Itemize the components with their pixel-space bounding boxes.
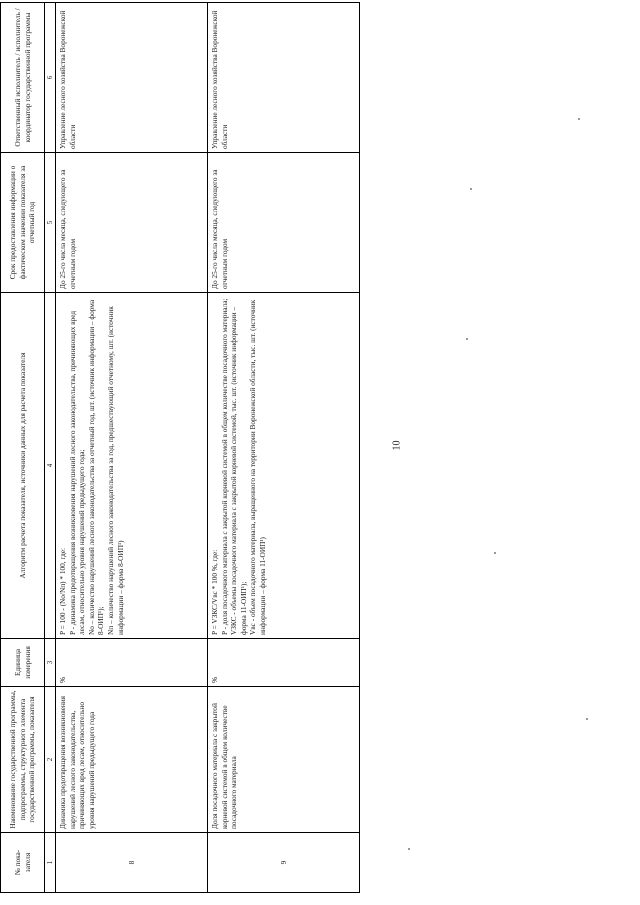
header-indicator-number: № пока- зателя — [1, 833, 45, 893]
row-name: Доля посадочного материала с закрытой корневой системой в общем количестве посадочного материала — [208, 687, 360, 833]
column-number: 4 — [45, 293, 56, 639]
algorithm-line: P - динамика предотвращения возникновения нарушений лесного законодательства, причиняющих вред лесам, относительно уровня нарушений предыдущего года; — [67, 310, 87, 635]
row-responsible: Управление лесного хозяйства Воронежской области — [56, 3, 208, 153]
header-deadline: Срок предоставления информации о фактическом значении показателя за отчетный год — [1, 153, 45, 293]
header-indicator-name: Наименование государственной программы, подпрограммы, структурного элемента государственной программы, показателя — [1, 687, 45, 833]
column-number: 1 — [45, 833, 56, 893]
page-number: 10 — [391, 440, 403, 451]
algorithm-line: No – количество нарушений лесного законодательства за отчетный год, шт. (источник информации – форма 8-ОИП¹); — [86, 299, 106, 635]
algorithm-line: Nп – количество нарушений лесного законодательства за год, предшествующий отчетному, шт. (источник информации – форма 8-ОИП¹) — [105, 306, 125, 635]
algorithm-line: VЗКС - объемы посадочного материала с закрытой корневой системой, тыс. шт. (источник информации – форма 11-ОИП¹); — [229, 306, 248, 635]
row-responsible: Управление лесного хозяйства Воронежской области — [208, 3, 360, 153]
row-algorithm — [208, 293, 360, 639]
scan-speck — [408, 848, 410, 850]
row-number: 8 — [56, 833, 208, 893]
indicators-table — [0, 2, 360, 893]
header-row — [1, 3, 45, 893]
scan-speck — [470, 188, 472, 190]
algorithm-line: P = 100 - (No/Nп) * 100, где: — [58, 547, 67, 635]
scan-speck — [466, 338, 468, 340]
row-number: 9 — [208, 833, 360, 893]
row-unit: % — [208, 639, 360, 687]
rotated-table-container — [0, 3, 360, 893]
row-unit: % — [56, 639, 208, 687]
column-number: 2 — [45, 687, 56, 833]
row-algorithm — [56, 293, 208, 639]
header-unit: Единица измерения — [1, 639, 45, 687]
row-deadline: До 25-го числа месяца, следующего за отчетным годом — [56, 153, 208, 293]
column-number-row — [45, 3, 56, 893]
header-responsible: Ответственный исполнитель / исполнитель / координатор государственной программы — [1, 3, 45, 153]
header-algorithm: Алгоритм расчета показателя, источники данных для расчета показателя — [1, 293, 45, 639]
column-number: 3 — [45, 639, 56, 687]
scan-speck — [578, 118, 580, 120]
column-number: 5 — [45, 153, 56, 293]
row-deadline: До 25-го числа месяца, следующего за отчетным годом — [208, 153, 360, 293]
algorithm-line: Vвс - объем посадочного материала, выращенного на территории Воронежской области, тыс. шт. (источник информации – форма 11-ОИП¹) — [248, 299, 267, 635]
scan-speck — [586, 718, 588, 720]
algorithm-line: P - доля посадочного материала с закрытой корневой системой в общем количестве посадочного материала; — [219, 298, 229, 635]
table-row — [208, 3, 360, 893]
algorithm-line: P = VЗКС/Vвс * 100 %, где: — [210, 549, 219, 635]
column-number: 6 — [45, 3, 56, 153]
table-row — [56, 3, 208, 893]
scan-speck — [494, 552, 496, 554]
row-name: Динамика предотвращения возникновения нарушений лесного законодательства, причиняющих вред лесам, относительно уровня нарушений предыдущего года — [56, 687, 208, 833]
